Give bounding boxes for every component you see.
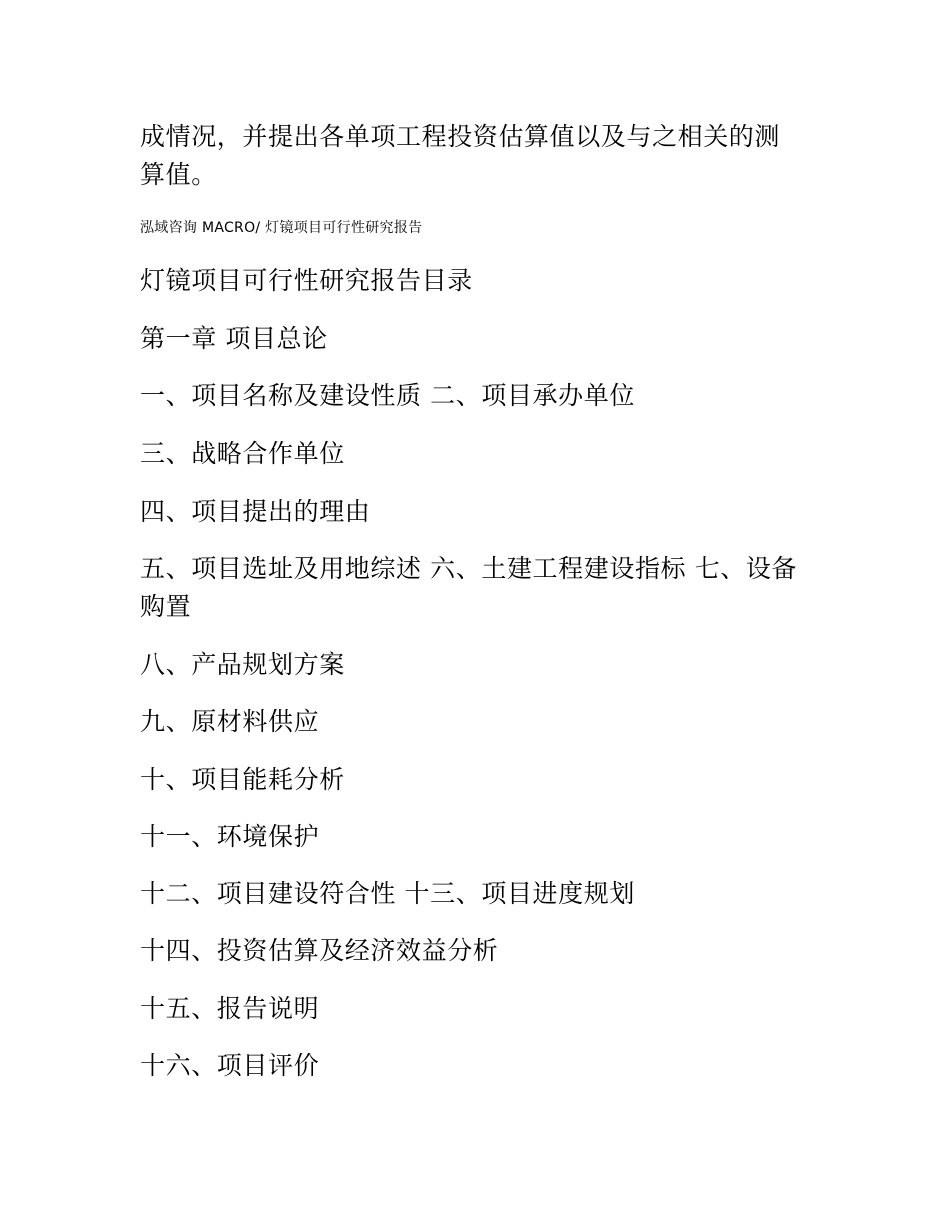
toc-item: 一、项目名称及建设性质 二、项目承办单位 [140,381,635,410]
toc-item: 十、项目能耗分析 [140,765,345,794]
toc-item: 三、战略合作单位 [140,439,345,468]
toc-item: 十六、项目评价 [140,1051,320,1080]
toc-title: 灯镜项目可行性研究报告目录 [140,266,473,295]
toc-item: 八、产品规划方案 [140,650,345,679]
toc-item: 九、原材料供应 [140,707,320,736]
toc-item: 十一、环境保护 [140,822,320,851]
chapter-title: 第一章 项目总论 [140,324,328,353]
header-note: 泓域咨询 MACRO/ 灯镜项目可行性研究报告 [140,220,423,236]
toc-item: 四、项目提出的理由 [140,497,371,526]
toc-item: 十五、报告说明 [140,994,320,1023]
toc-item: 五、项目选址及用地综述 六、土建工程建设指标 七、设备购置 [140,554,798,621]
toc-item: 十二、项目建设符合性 十三、项目进度规划 [140,879,635,908]
toc-item: 十四、投资估算及经济效益分析 [140,936,499,965]
intro-paragraph: 成情况，并提出各单项工程投资估算值以及与之相关的测算值。 [140,122,781,189]
